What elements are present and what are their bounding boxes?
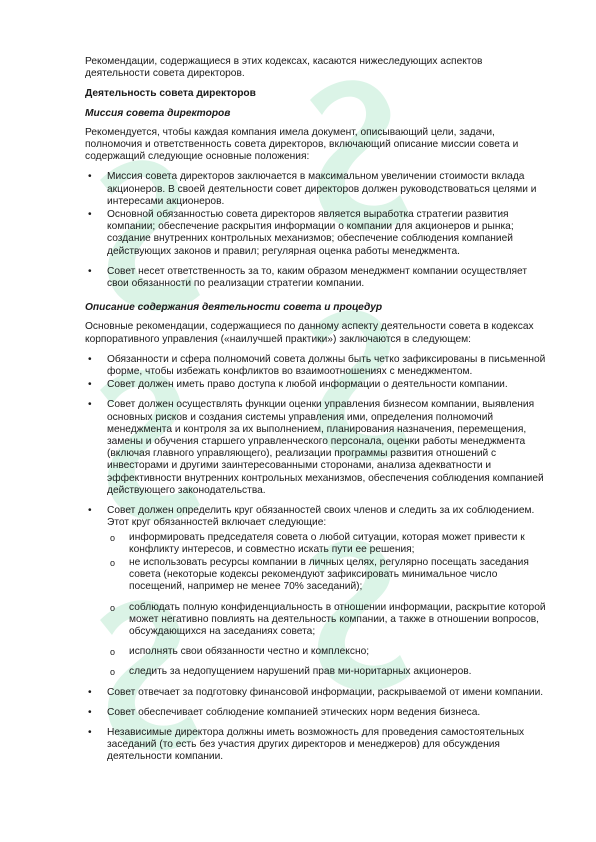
duties-sub-list xyxy=(107,532,547,679)
list-item: • Независимые директора должны иметь возможность для проведения самостоятельных заседаний (то есть без участия других директоров и менеджеров) для обсуждения деятельности компании. xyxy=(85,727,547,764)
section-heading-mission: Миссия совета директоров xyxy=(85,107,231,119)
document-body xyxy=(85,56,547,774)
list-item: • Совет несет ответственность за то, каким образом менеджмент компании осуществляет свои обязанности по реализации стратегии компании. xyxy=(85,266,547,290)
section-heading-procedures: Описание содержания деятельности совета и процедур xyxy=(85,302,383,314)
sub-list-item: o информировать председателя совета о любой ситуации, которая может привести к конфликту интересов, и совместно искать пути ее решения; xyxy=(107,532,547,556)
mission-bullet-list xyxy=(85,171,547,290)
procedures-bullet-list xyxy=(85,354,547,764)
list-item: • Основной обязанностью совета директоров является выработка стратегии развития компании; обеспечение раскрытия информации о компании для акционеров и рынка; создание внутренних контрольных механизмов; обеспечение соблюдения компанией действующих законов и правил; регулярная оценка работы менеджмента. xyxy=(85,209,547,258)
list-item: • Совет отвечает за подготовку финансовой информации, раскрываемой от имени компании. xyxy=(85,687,547,699)
sub-list-item: o не использовать ресурсы компании в личных целях, регулярно посещать заседания совета (некоторые кодексы рекомендуют зафиксировать минимальное число посещений, например не менее 70% заседаний); xyxy=(107,557,547,594)
list-item xyxy=(85,505,547,678)
list-item-text: Совет должен определить круг обязанностей своих членов и следить за их соблюдением. Этот круг обязанностей включает следующие: xyxy=(107,505,535,529)
sub-list-item: o следить за недопущением нарушений прав ми-норитарных акционеров. xyxy=(107,666,547,678)
mission-paragraph: Рекомендуется, чтобы каждая компания имела документ, описывающий цели, задачи, полномочия и ответственность совета директоров, включающий описание миссии совета и содержащий следующие основные положения: xyxy=(85,126,519,163)
main-heading: Деятельность совета директоров xyxy=(85,88,256,100)
list-item: • Совет должен осуществлять функции оценки управления бизнесом компании, выявления основных рисков и создания системы управления ими, определения полномочий менеджмента и контроля за их выполнением, планирования назначения, перемещения, замены и обучения старшего управленческого персонала, оценки работы менеджмента (включая главного управляющего), реализации программы развития отношений с инвесторами и другими заинтересованными сторонами, анализа адекватности и эффективности внутренних контрольных механизмов, обеспечения соблюдения компанией действующего законодательства. xyxy=(85,399,547,497)
list-item: • Обязанности и сфера полномочий совета должны быть четко зафиксированы в письменной форме, чтобы избежать конфликтов во взаимоотношениях с менеджментом. xyxy=(85,354,547,378)
sub-list-item: o соблюдать полную конфиденциальность в отношении информации, раскрытие которой может негативно повлиять на деятельность компании, а также в отношении вопросов, обсуждающихся на заседаниях совета; xyxy=(107,602,547,639)
list-item: • Миссия совета директоров заключается в максимальном увеличении стоимости вклада акционеров. В своей деятельности совет директоров должен руководствоваться целями и интересами акционеров. xyxy=(85,171,547,208)
list-item: • Совет обеспечивает соблюдение компанией этических норм ведения бизнеса. xyxy=(85,707,547,719)
intro-paragraph: Рекомендации, содержащиеся в этих кодексах, касаются нижеследующих аспектов деятельности совета директоров. xyxy=(85,56,483,80)
list-item: • Совет должен иметь право доступа к любой информации о деятельности компании. xyxy=(85,379,547,391)
procedures-paragraph: Основные рекомендации, содержащиеся по данному аспекту деятельности совета в кодексах корпоративного управления («наилучшей практики») заключаются в следующем: xyxy=(85,321,534,345)
sub-list-item: o исполнять свои обязанности честно и комплексно; xyxy=(107,646,547,658)
